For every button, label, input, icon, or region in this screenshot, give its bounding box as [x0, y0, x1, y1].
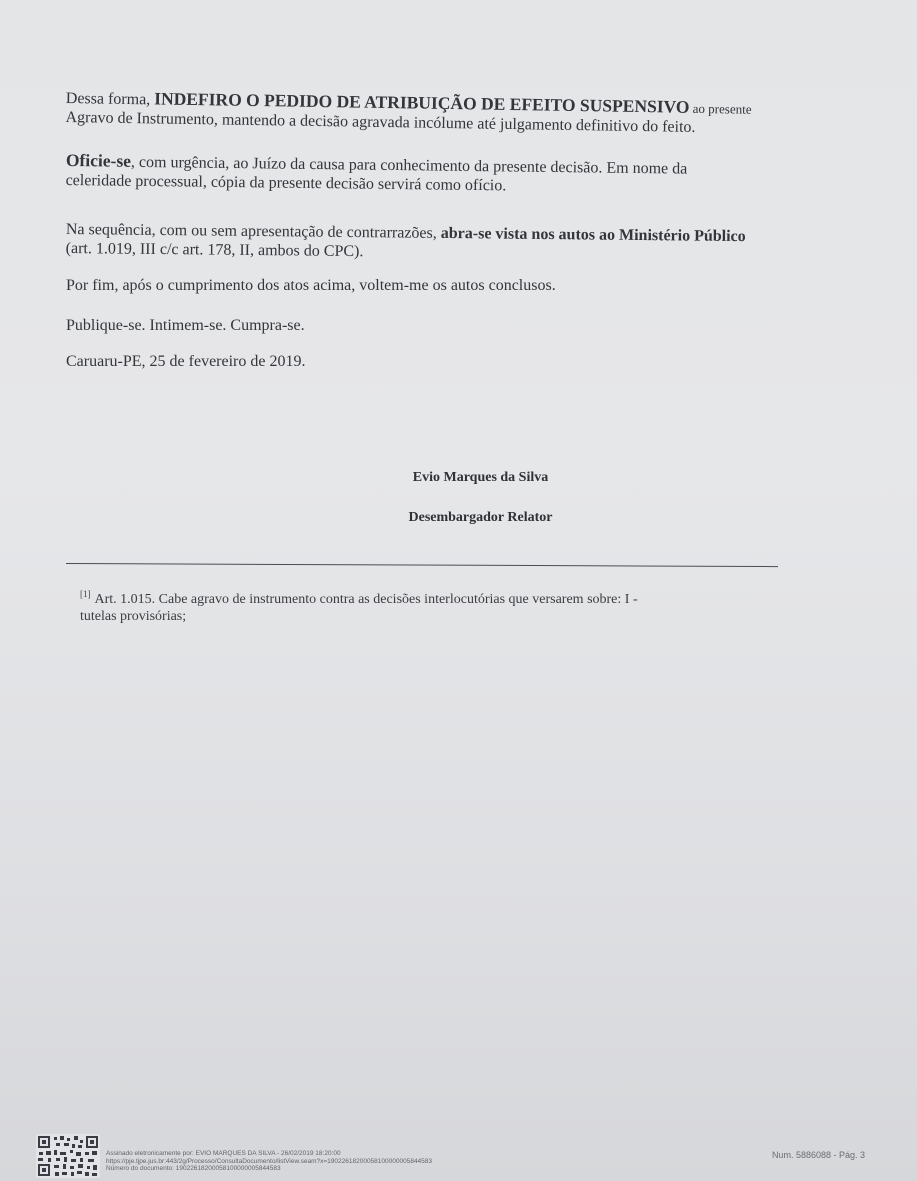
footnote-text-1: Art. 1.015. Cabe agravo de instrumento contra as decisões interlocutórias que versarem sobre: I -: [94, 592, 638, 607]
paragraph-publique: Publique-se. Intimem-se. Cumpra-se.: [66, 317, 305, 334]
paragraph-oficie: [66, 151, 806, 199]
footnote-marker[interactable]: [1]: [80, 589, 91, 599]
paragraph-decision-line-2: Agravo de Instrumento, mantendo a decisão agravada incólume até julgamento definitivo do feito.: [65, 108, 696, 136]
signer-name: Evio Marques da Silva: [412, 470, 549, 485]
footnote-line-1: [80, 586, 780, 608]
document-url-line[interactable]: https://pje.tjpe.jus.br:443/2g/Processo/ConsultaDocumento/listView.seam?x=19022618200058100000005844583: [106, 1157, 433, 1165]
document-number-line: Número do documento: 19022618200058100000005844583: [106, 1165, 281, 1172]
paragraph-decision: [65, 88, 806, 139]
oficie-bold-text: Oficie-se: [65, 150, 132, 171]
signed-by-line: Assinado eletronicamente por: EVIO MARQUES DA SILVA - 26/02/2019 18:20:00: [106, 1150, 341, 1157]
oficie-rest-text: , com urgência, ao Juízo da causa para conhecimento da presente decisão. Em nome da: [130, 153, 688, 178]
sequencia-lead-text: Na sequência, com ou sem apresentação de contrarrazões,: [65, 220, 441, 242]
decision-bold-text: INDEFIRO O PEDIDO DE ATRIBUIÇÃO DE EFEITO SUSPENSIVO: [154, 88, 690, 117]
paragraph-sequencia: [66, 220, 806, 266]
footnote-divider: [66, 563, 778, 567]
paragraph-sequencia-line-2: (art. 1.019, III c/c art. 178, II, ambos do CPC).: [65, 239, 364, 261]
footnote: [80, 586, 780, 625]
sequencia-bold-text: abra-se vista nos autos ao Ministério Público: [440, 224, 746, 246]
decision-lead-text: Dessa forma,: [65, 89, 155, 109]
paragraph-oficie-line-2: celeridade processual, cópia da presente decisão servirá como ofício.: [65, 171, 507, 195]
qr-code-icon: [36, 1134, 100, 1178]
paragraph-por-fim: Por fim, após o cumprimento dos atos acima, voltem-me os autos conclusos.: [66, 277, 556, 294]
page-number: Num. 5886088 - Pág. 3: [771, 1150, 865, 1160]
signer-title: Desembargador Relator: [408, 510, 553, 525]
electronic-signature-footer: [106, 1150, 432, 1173]
footnote-line-2: tutelas provisórias;: [80, 609, 187, 624]
decision-tail-text: ao presente: [689, 100, 752, 117]
place-and-date: Caruaru-PE, 25 de fevereiro de 2019.: [66, 353, 306, 370]
